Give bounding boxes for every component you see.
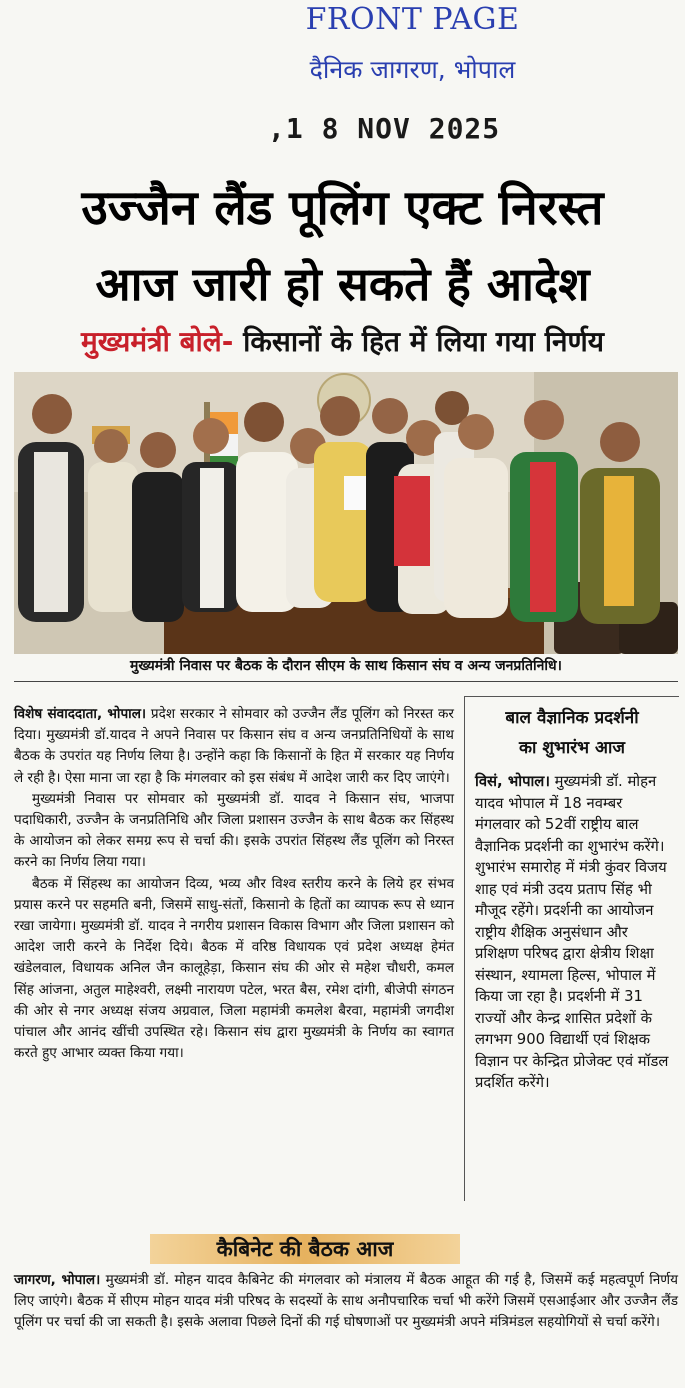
stamp-date: ,1 8 NOV 2025 <box>268 112 501 145</box>
cabinet-story-text: मुख्यमंत्री डॉ. मोहन यादव कैबिनेट की मंगलवार को मंत्रालय में बैठक आहूत की गई है, जिसमें कई महत्वपूर्ण निर्णय लिए जाएंगे। बैठक में सीएम मोहन यादव मंत्री परिषद के सदस्यों के साथ अनौपचारिक चर्चा भी करेंगे जिसमें एसआईआर और उज्जैन लैंड पूलिंग पर चर्चा की जा सकती है। इसके अलावा पिछले दिनों की गई घोषणाओं पर मुख्यमंत्री अपने मंत्रिमंडल सहयोगियों से चर्चा करेंगे। <box>14 1272 679 1331</box>
cabinet-story <box>14 1270 678 1334</box>
side-story-dateline: विसं, भोपाल। <box>475 773 550 790</box>
headline-line-1: उज्जैन लैंड पूलिंग एक्ट निरस्त <box>81 180 604 236</box>
side-story-title-line-1: बाल वैज्ञानिक प्रदर्शनी <box>505 708 639 728</box>
cabinet-dateline: जागरण, भोपाल। <box>14 1272 101 1288</box>
main-story <box>14 704 454 1064</box>
main-story-dateline: विशेष संवाददाता, भोपाल। <box>14 706 147 722</box>
stamp-front-page: FRONT PAGE <box>305 2 520 37</box>
subheadline <box>0 322 685 360</box>
main-story-paragraph-1-text: प्रदेश सरकार ने सोमवार को उज्जैन लैंड पूलिंग को निरस्त कर दिया। मुख्यमंत्री डॉ.यादव ने अपने निवास पर किसान संघ व अन्य जनप्रतिनिधियों के साथ बैठक के उपरांत यह निर्णय लिया है। उन्होंने कहा कि किसानों के हित में सरकार यह निर्णय ले रही है। ऐसा माना जा रहा है कि मंगलवार को इस संबंध में आदेश जारी कर दिए जाएंगे। <box>14 706 454 786</box>
main-story-paragraph-2: मुख्यमंत्री निवास पर सोमवार को मुख्यमंत्री डॉ. यादव ने किसान संघ, भाजपा पदाधिकारी, उज्जैन के जनप्रतिनिधि और जिला प्रशासन उज्जैन के साथ बैठक कर सिंहस्थ के आयोजन को लेकर समग्र रूप से चर्चा की। इसके उपरांत सिंहस्थ लैंड पूलिंग को निरस्त करने का निर्णय लिया गया। <box>14 790 454 871</box>
stamp-newspaper-name: दैनिक जागरण, भोपाल <box>309 55 516 84</box>
cabinet-heading: कैबिनेट की बैठक आज <box>150 1234 460 1264</box>
main-story-paragraph-3: बैठक में सिंहस्थ का आयोजन दिव्य, भव्य और विश्व स्तरीय करने के लिये हर संभव प्रयास करने पर सहमति बनी, जिसमें साधु-संतों, किसानो के हितों का व्यापक रूप से ध्यान रखा जायेगा। मुख्यमंत्री डॉ. यादव ने नगरीय प्रशासन विकास विभाग और जिला प्रशासन को आदेश जारी करने के निर्देश दिये। बैठक में वरिष्ठ विधायक एवं प्रदेश अध्यक्ष हेमंत खंडेलवाल, विधायक अनिल जैन कालूहेड़ा, किसान संघ की ओर से महेश चौधरी, कमल सिंह आंजना, अतुल माहेश्वरी, लक्ष्मी नारायण पटेल, भरत बैस, रमेश दांगी, बीजेपी संगठन की ओर से नगर अध्यक्ष संजय अग्रवाल, जिला महामंत्री कमलेश बैरवा, महामंत्री जगदीश पांचाल और आनंद खींची उपस्थित रहे। किसान संघ द्वारा मुख्यमंत्री के निर्णय का स्वागत करते हुए आभार व्यक्त किया गया। <box>14 875 454 1062</box>
photo-caption: मुख्यमंत्री निवास पर बैठक के दौरान सीएम के साथ किसान संघ व अन्य जनप्रतिनिधि। <box>14 656 678 682</box>
side-story-body <box>475 771 671 1094</box>
main-story-paragraph <box>14 704 454 789</box>
subhead-quote: किसानों के हित में लिया गया निर्णय <box>233 325 604 358</box>
headline-line-2: आज जारी हो सकते हैं आदेश <box>95 257 590 311</box>
side-story-title-line-2: का शुभारंभ आज <box>518 738 626 758</box>
side-story-title <box>465 703 679 763</box>
side-story-text: मुख्यमंत्री डॉ. मोहन यादव भोपाल में 18 नवम्बर मंगलवार को 52वीं राष्ट्रीय बाल वैज्ञानिक प्रदर्शनी का शुभारंभ करेंगे। शुभारंभ समारोह में मंत्री कुंवर विजय शाह एवं मंत्री उदय प्रताप सिंह भी मौजूद रहेंगे। प्रदर्शनी का आयोजन राष्ट्रीय शैक्षिक अनुसंधान और प्रशिक्षण परिषद द्वारा क्षेत्रीय शिक्षा संस्थान, श्यामला हिल्स, भोपाल में किया जा रहा है। प्रदर्शनी में 31 राज्यों और केन्द्र शासित प्रदेशों के लगभग 900 विद्यार्थी एवं शिक्षक विज्ञान पर केन्द्रित प्रोजेक्ट एवं मॉडल प्रदर्शित करेंगे। <box>475 773 669 1091</box>
subhead-attribution: मुख्यमंत्री बोले- <box>81 325 234 358</box>
news-photo <box>14 372 678 654</box>
side-story-box <box>464 696 679 1201</box>
